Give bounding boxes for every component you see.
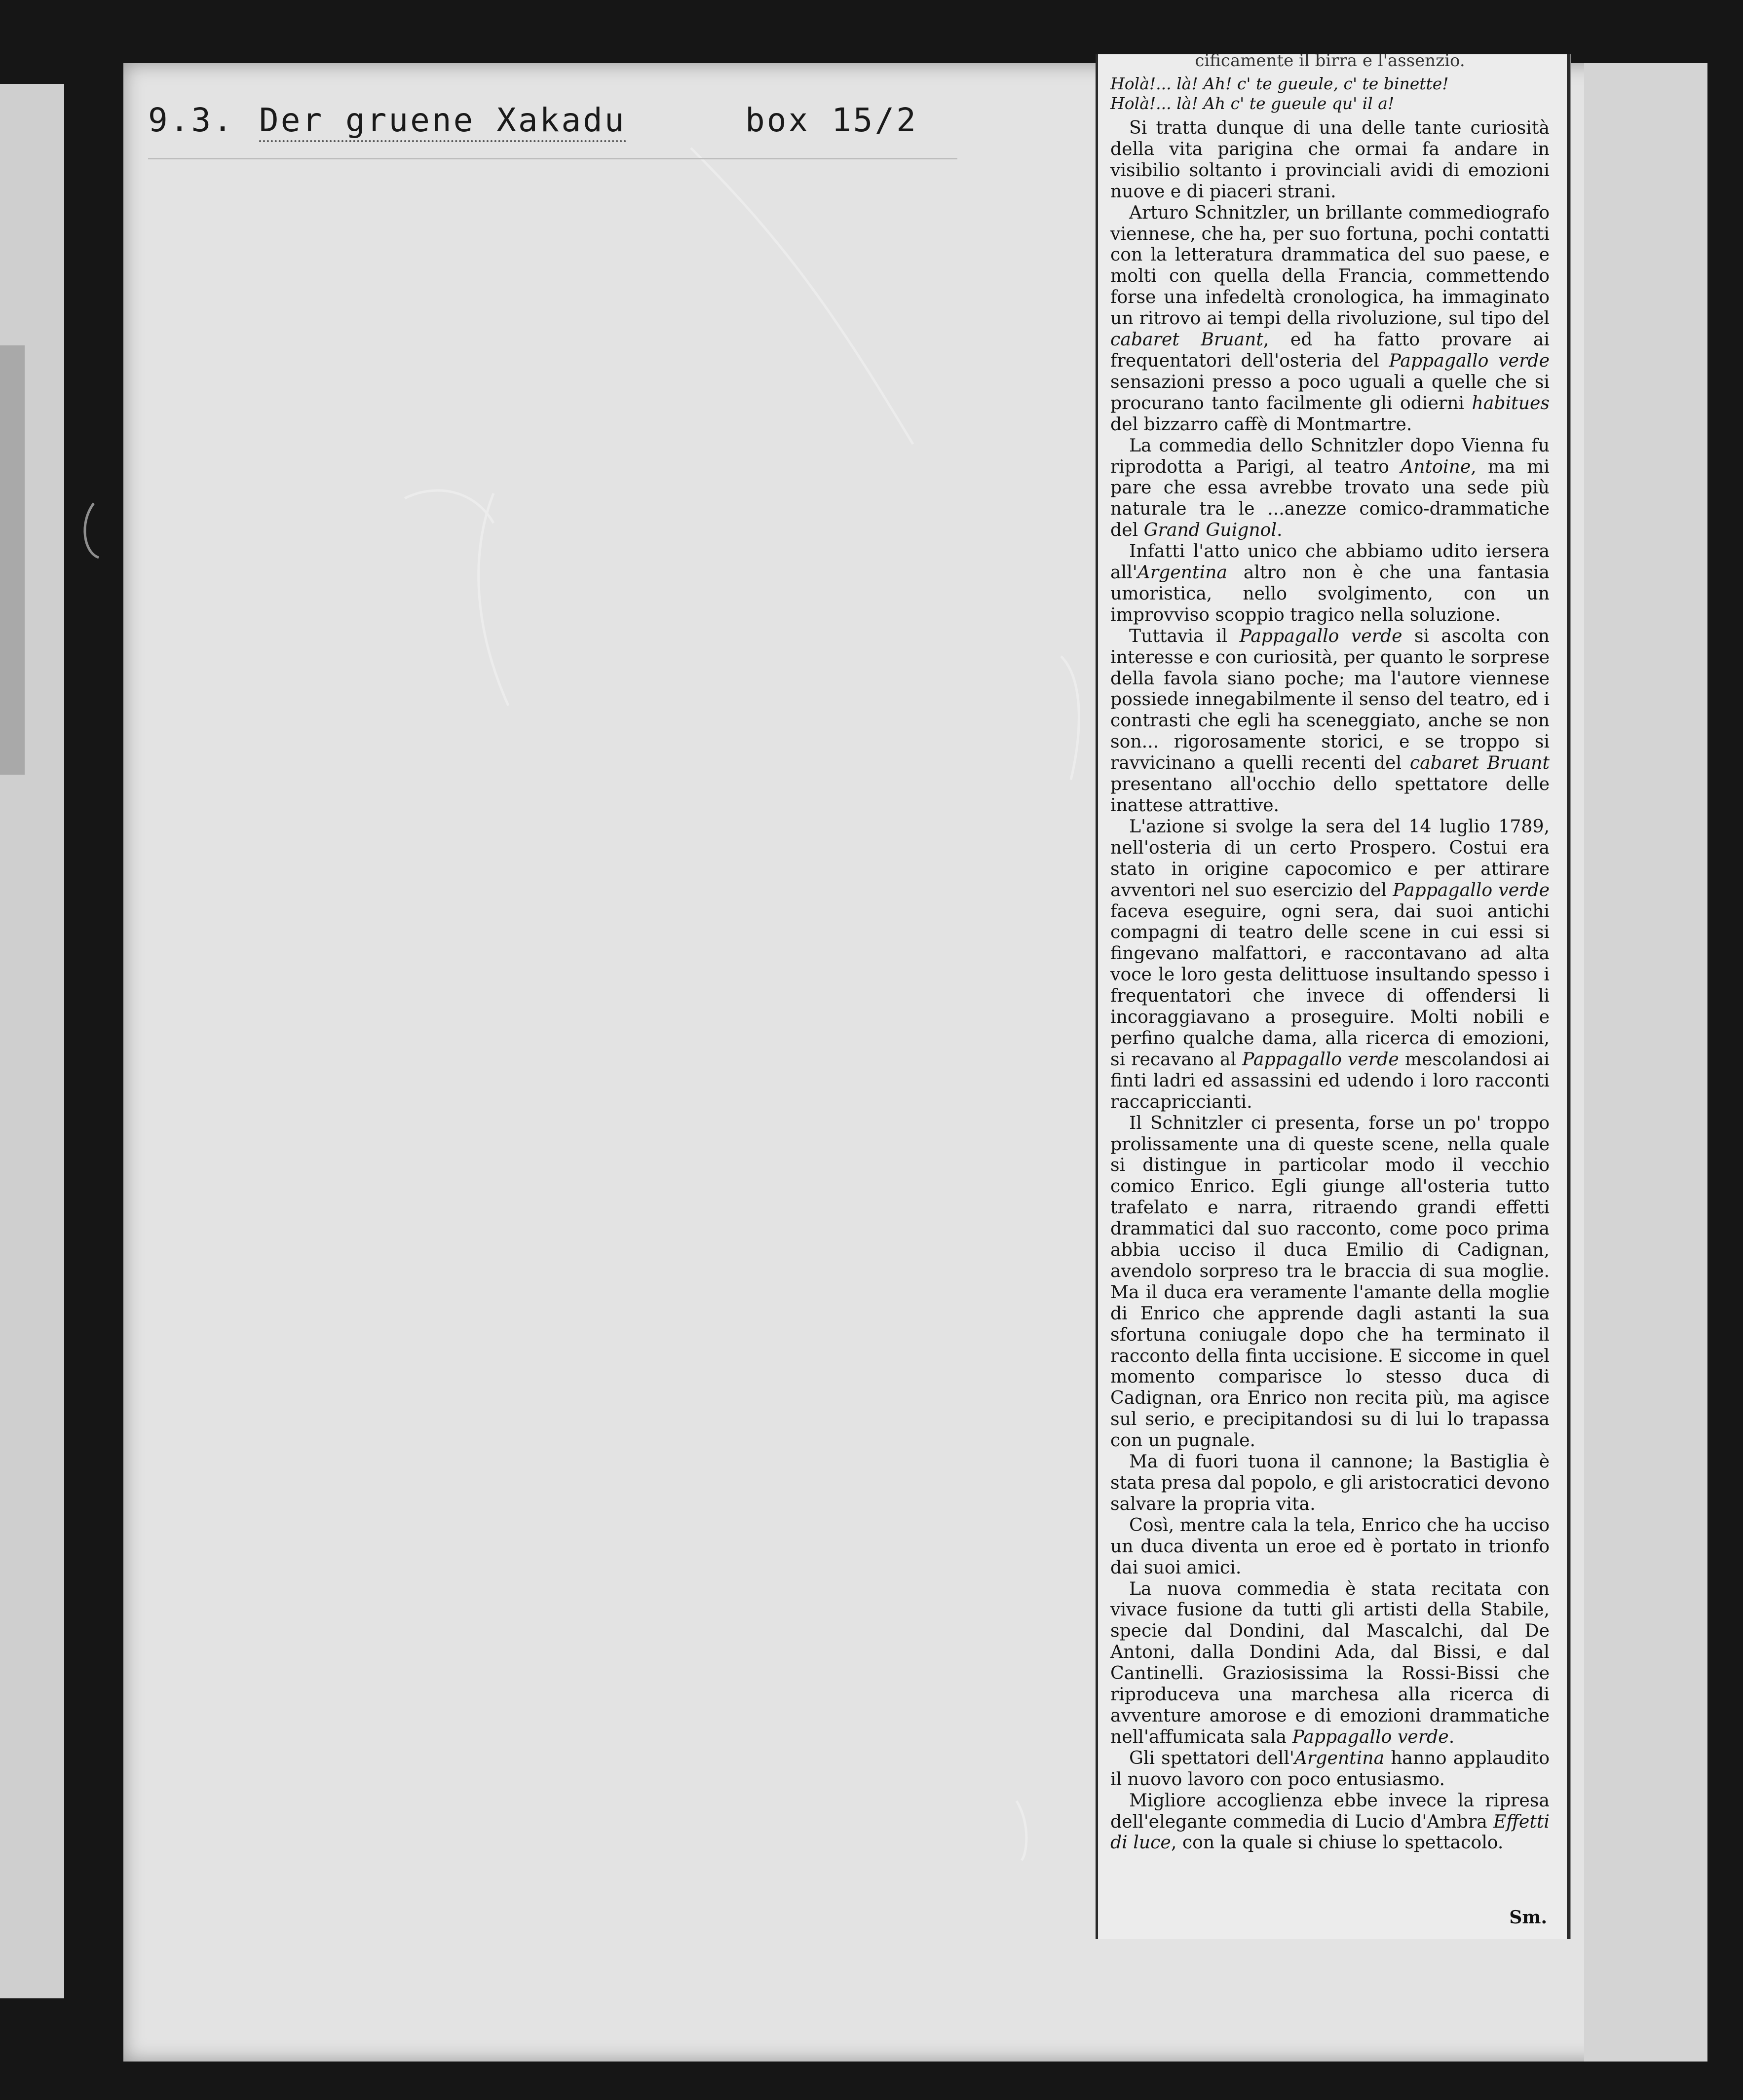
paragraph-5: Tuttavia il Pappagallo verde si ascolta con interesse e con curiosità, per quanto le sorprese della favola siano poche; ma l'autore viennese possiede innegabilmente il senso del teatro, ed i contrasti che egli ha sceneggiato, anche se non son... rigorosamente storici, e se troppo si ravvicinano a quelli recenti del cabaret Bruant presentano all'occhio dello spettatore delle inattese attrattive. xyxy=(1110,625,1550,816)
paragraph-2: Arturo Schnitzler, un brillante commediografo viennese, che ha, per suo fortuna, pochi contatti con la letteratura drammatica del suo paese, e molti con quella della Francia, commettendo forse una infedeltà cronologica, ha immaginato un ritrovo ai tempi della rivoluzione, sul tipo del cabaret Bruant, ed ha fatto provare ai frequentatori dell'osteria del Pappagallo verde sensazioni presso a poco uguali a quelle che si procurano tanto facilmente gli odierni habitues del bizzarro caffè di Montmartre. xyxy=(1110,201,1550,435)
box-number: box 15/2 xyxy=(745,101,918,139)
newspaper-clipping xyxy=(1096,54,1570,1939)
work-title: Der gruene Xakadu xyxy=(259,101,626,142)
paragraph-12: Migliore accoglienza ebbe invece la ripresa dell'elegante commedia di Lucio d'Ambra Effetti di luce, con la quale si chiuse lo spettacolo. xyxy=(1110,1789,1550,1853)
clipping-cut-line: cificamente il birra e l'assenzio. xyxy=(1195,54,1465,67)
catalog-code: 9.3. xyxy=(148,101,234,139)
paragraph-4: Infatti l'atto unico che abbiamo udito iersera all'Argentina altro non è che una fantasia umoristica, nello svolgimento, con un improvviso scoppio tragico nella soluzione. xyxy=(1110,540,1550,625)
paragraph-3: La commedia dello Schnitzler dopo Vienna fu riprodotta a Parigi, al teatro Antoine, ma mi pare che essa avrebbe trovato una sede più naturale tra le ...anezze comico-drammatiche del Grand Guignol. xyxy=(1110,434,1550,541)
paragraph-10: La nuova commedia è stata recitata con vivace fusione da tutti gli artisti della Stabile, specie dal Dondini, dal Mascalchi, dal De Antoni, dalla Dondini Ada, dal Bissi, e dal Cantinelli. Graziosissima la Rossi-Bissi che riproduceva una marchesa alla ricerca di avventure amorose e di emozioni drammatiche nell'affumicata sala Pappagallo verde. xyxy=(1110,1577,1550,1747)
article-body xyxy=(1110,74,1550,1853)
catalog-header xyxy=(148,101,987,155)
paragraph-1: Si tratta dunque di una delle tante curiosità della vita parigina che ormai fa andare in visibilio soltanto i provinciali avidi di emozioni nuove e di piaceri strani. xyxy=(1110,117,1550,202)
paragraph-7: Il Schnitzler ci presenta, forse un po' troppo prolissamente una di queste scene, nella quale si distingue in particolar modo il vecchio comico Enrico. Egli giunge all'osteria tutto trafelato e narra, ritraendo grandi effetti drammatici dal suo racconto, come poco prima abbia ucciso il duca Emilio di Cadignan, avendolo sorpreso tra le braccia di sua moglie. Ma il duca era veramente l'amante della moglie di Enrico che apprende dagli astanti la sua sfortuna coniugale dopo che ha terminato il racconto della finta uccisione. E siccome in quel momento comparisce lo stesso duca di Cadignan, ora Enrico non recita più, ma agisce sul serio, e precipitandosi su di lui lo trapassa con un pugnale. xyxy=(1110,1112,1550,1451)
paragraph-8: Ma di fuori tuona il cannone; la Bastiglia è stata presa dal popolo, e gli aristocratici devono salvare la propria vita. xyxy=(1110,1451,1550,1514)
verse-line-1: Holà!... là! Ah! c' te gueule, c' te binette! xyxy=(1110,74,1449,93)
paragraph-11: Gli spettatori dell'Argentina hanno applaudito il nuovo lavoro con poco entusiasmo. xyxy=(1110,1747,1550,1790)
header-rule xyxy=(148,158,957,159)
author-signature: Sm. xyxy=(1509,1907,1547,1928)
paragraph-6: L'azione si svolge la sera del 14 luglio 1789, nell'osteria di un certo Prospero. Costui era stato in origine capocomico e per attirare avventori nel suo esercizio del Pappagallo verde faceva eseguire, ogni sera, dai suoi antichi compagni di teatro delle scene in cui essi si fingevano malfattori, e raccontavano ad alta voce le loro gesta delittuose insultando spesso i frequentatori che invece di offendersi li incoraggiavano a proseguire. Molti nobili e perfino qualche dama, alla ricerca di emozioni, si recavano al Pappagallo verde mescolandosi ai finti ladri ed assassini ed udendo i loro racconti raccapriccianti. xyxy=(1110,815,1550,1112)
verse-line-2: Holà!... là! Ah c' te gueule qu' il a! xyxy=(1110,94,1395,113)
paragraph-9: Così, mentre cala la tela, Enrico che ha ucciso un duca diventa un eroe ed è portato in trionfo dai suoi amici. xyxy=(1110,1514,1550,1578)
verse-quote xyxy=(1110,74,1550,113)
